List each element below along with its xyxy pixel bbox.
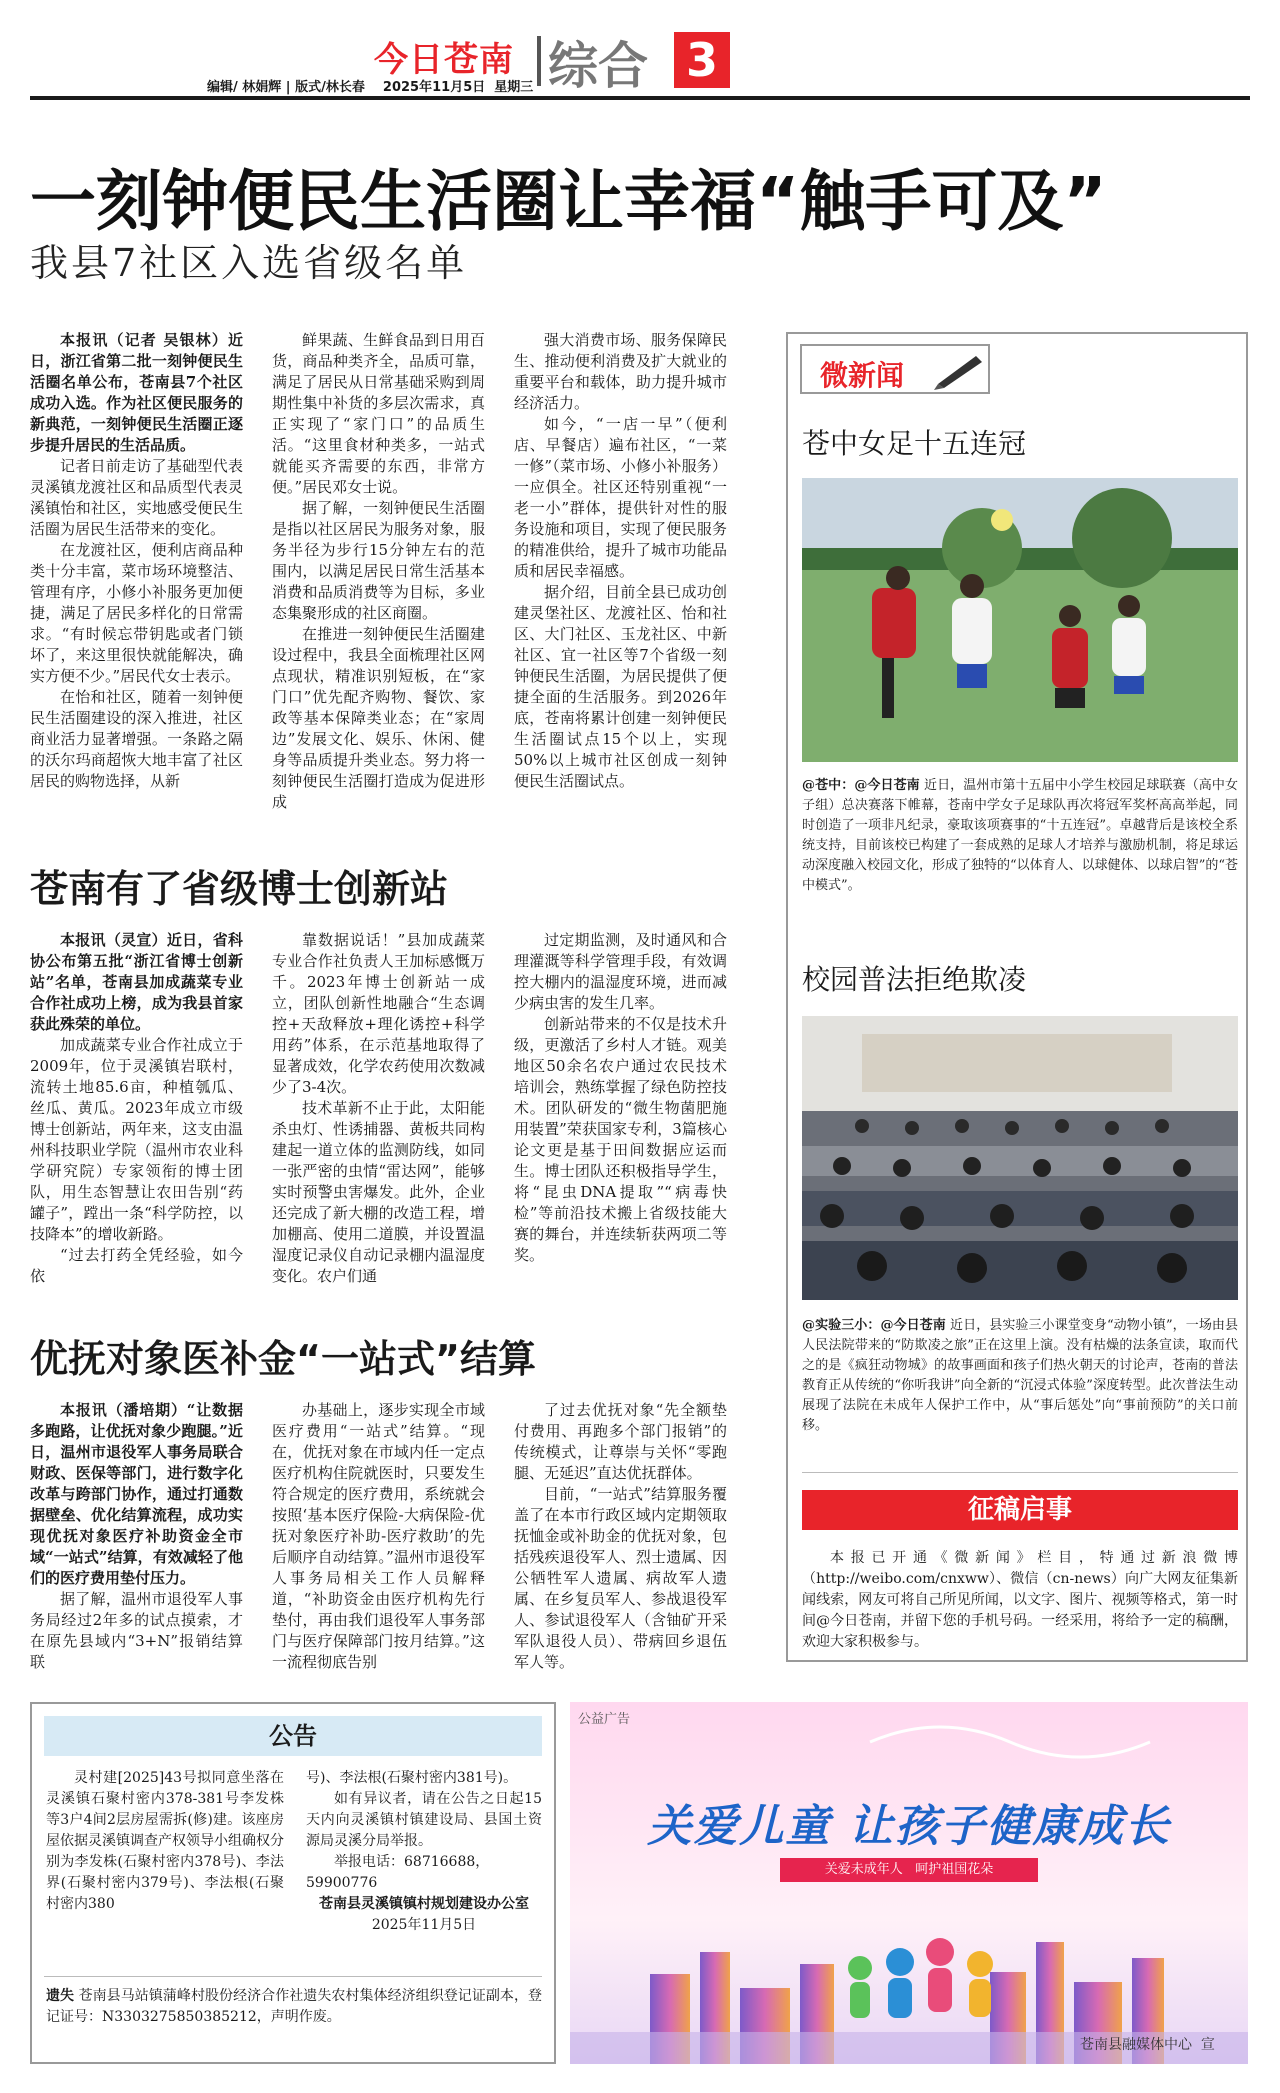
headline-2: 苍南有了省级博士创新站 [30, 867, 449, 911]
news-1-account: @今日苍南 [854, 778, 920, 793]
notice-date: 2025年11月5日 [371, 1917, 477, 1933]
news-1-title: 苍中女足十五连冠 [802, 427, 1027, 460]
article-3-col-1: 本报讯（潘培期）“让数据多跑路，让优抚对象少跑腿。”近日，温州市退役军人事务局联合财政、医保等部门，进行数字化改革与跨部门协作，通过打通数据壁垒、优化结算流程，成功实现优抚对象医疗补助资金全市域“一站式”结算，有效减轻了他们的医疗费用垫付压力。 据了解，温州市退役军人事务局经过2年多的试点摸索，才在原先县域内“3+N”报销结算联 [30, 1401, 243, 1671]
public-service-ad [570, 1702, 1248, 2064]
call-for-contributions-title: 征稿启事 [802, 1490, 1238, 1530]
article-1-col-2: 鲜果蔬、生鲜食品到日用百货，商品种类齐全，品质可靠，满足了居民从日常基础采购到周期性集中补货的多层次需求，真正实现了“家门口”的品质生活。“这里食材种类多，一站式就能买齐需要的东西，非常方便。”居民邓女士说。 据了解，一刻钟便民生活圈是指以社区居民为服务对象，服务半径为步行15分钟左右的范围内，以满足居民日常生活基本消费和品质消费等为目标，多业态集聚形成的社区商圈。 在推进一刻钟便民生活圈建设过程中，我县全面梳理社区网点现状，精准识别短板，在“家门口”优先配齐购物、餐饮、家政等基本保障类业态；在“家周边”发展文化、娱乐、休闲、健身等品质提升类业态。努力将一刻钟便民生活圈打造成为促进形成 [272, 331, 485, 811]
masthead-divider [537, 36, 541, 86]
news-2-title: 校园普法拒绝欺凌 [802, 963, 1027, 996]
weixinwen-label-box [800, 344, 990, 394]
news-1-source: @苍中： [802, 778, 855, 793]
notice-left-col: 灵村建[2025]43号拟同意坐落在灵溪镇石聚村密内378-381号李发株等3户4间2层房屋需拆(修)建。该座房屋依据灵溪镇调查产权领导小组确权分别为李发株(石聚村密内378号)、李法界(石聚村密内379号)、李法根(石聚村密内380 [46, 1770, 284, 1912]
news-2-source: @实验三小： [802, 1318, 881, 1333]
notice-objection: 如有异议者，请在公告之日起15天内向灵溪镇村镇建设局、县国土资源局灵溪分局举报。 [306, 1791, 542, 1849]
article-2-col-3: 过定期监测，及时通风和合理灌溉等科学管理手段，有效调控大棚内的温湿度环境，进而减少病虫害的发生几率。 创新站带来的不仅是技术升级，更激活了乡村人才链。观美地区50余名农户通过农民技术培训会，熟练掌握了绿色防控技术。团队研发的“微生物菌肥施用装置”荣获国家专利，3篇核心论文更是基于田间数据应运而生。博士团队还积极指导学生，将“昆虫DNA提取”“病毒快检”等前沿技术搬上省级技能大赛的舞台，并连续斩获两项二等奖。 [514, 931, 727, 1264]
lost-notice-text: 苍南县马站镇蒲峰村股份经济合作社遗失农村集体经济组织登记证副本，登记证号：N3303275850385212，声明作废。 [46, 1988, 543, 2025]
notice-org: 苍南县灵溪镇镇村规划建设办公室 [319, 1896, 529, 1912]
page-number: 3 [674, 32, 730, 88]
news-2-caption [802, 1316, 1238, 1436]
ad-slogan: 关爱儿童 让孩子健康成长 [647, 1801, 1171, 1852]
headline-3: 优抚对象医补金“一站式”结算 [30, 1337, 536, 1381]
news-1-photo [802, 478, 1238, 762]
masthead-rule [30, 96, 1250, 100]
article-2-col-1: 本报讯（灵宣）近日，省科协公布第五批“浙江省博士创新站”名单，苍南县加成蔬菜专业合作社成功上榜，成为我县首家获此殊荣的单位。 加成蔬菜专业合作社成立于2009年，位于灵溪镇岩联村，流转土地85.6亩，种植瓠瓜、丝瓜、黄瓜。2023年成立市级博士创新站，两年来，这支由温州科技职业学院（温州市农业科学研究院）专家领衔的博士团队，用生态智慧让农田告别“药罐子”，蹚出一条“科学防控，以技降本”的增收新路。 “过去打药全凭经验，如今依 [30, 931, 243, 1285]
notice-right-col [306, 1768, 542, 1936]
pen-icon [932, 350, 986, 390]
news-1-text: 近日，温州市第十五届中小学生校园足球联赛（高中女子组）总决赛落下帷幕，苍南中学女子足球队再次将冠军奖杯高高举起，同时创造了一项非凡纪录，豪取该项赛事的“十五连冠”。卓越背后是该校全系统支持，目前该校已构建了一套成熟的足球人才培养与激励机制，将足球运动深度融入校园文化，形成了独特的“以体育人、以球健体、以球启智”的“苍中模式”。 [802, 778, 1238, 893]
lost-notice [46, 1986, 542, 2028]
notice-phone: 举报电话：68716688，59900776 [306, 1854, 490, 1891]
notice-title: 公告 [44, 1716, 542, 1756]
subheadline-1: 我县7社区入选省级名单 [30, 241, 468, 285]
article-1-col-3: 强大消费市场、服务保障民生、推动便利消费及扩大就业的重要平台和载体，助力提升城市经济活力。 如今，“一店一早”（便利店、早餐店）遍布社区，“一菜一修”（菜市场、小修小补服务）一应俱全。社区还特别重视“一老一小”群体，提供针对性的服务设施和项目，实现了便民服务的精准供给，提升了城市功能品质和居民幸福感。 据介绍，目前全县已成功创建灵堡社区、龙渡社区、怡和社区、大门社区、玉龙社区、中新社区、宜一社区等7个省级一刻钟便民生活圈，为居民提供了便捷全面的生活服务。到2026年底，苍南将累计创建一刻钟便民生活圈试点15个以上，实现50%以上城市社区创成一刻钟便民生活圈试点。 [514, 331, 727, 790]
ad-tag: 公益广告 [578, 1712, 631, 1727]
paper-name: 今日苍南 [374, 40, 514, 80]
news-1-caption [802, 776, 1238, 896]
article-3-col-2: 办基础上，逐步实现全市域医疗费用“一站式”结算。“现在，优抚对象在市域内任一定点医疗机构住院就医时，只要发生符合规定的医疗费用，系统就会按照‘基本医疗保险-大病保险-优抚对象医疗补助-医疗救助’的先后顺序自动结算。”温州市退役军人事务局相关工作人员解释道，“补助资金由医疗机构先行垫付，再由我们退役军人事务部门与医疗保障部门按月结算。”这一流程彻底告别 [272, 1401, 485, 1671]
call-divider [802, 1472, 1238, 1473]
notice-right-text: 号)、李法根(石聚村密内381号)。 [306, 1770, 518, 1786]
news-2-text: 近日，县实验三小课堂变身“动物小镇”，一场由县人民法院带来的“防欺凌之旅”正在这里上演。没有枯燥的法条宣读，取而代之的是《疯狂动物城》的故事画面和孩子们热火朝天的讨论声，苍南的普法教育正从传统的“你听我讲”向全新的“沉浸式体验”深度转型。此次普法生动展现了法院在未成年人保护工作中，从“事后惩处”向“事前预防”的关口前移。 [802, 1318, 1238, 1433]
ad-credit: 苍南县融媒体中心 宣 [1080, 2037, 1215, 2053]
headline-1: 一刻钟便民生活圈让幸福“触手可及” [30, 163, 1107, 240]
masthead-meta: 编辑/ 林娟辉 | 版式/林长春 2025年11月5日 星期三 [207, 80, 534, 95]
news-2-account: @今日苍南 [880, 1318, 946, 1333]
section-name: 综合 [548, 37, 648, 95]
ad-ribbon: 关爱未成年人 呵护祖国花朵 [780, 1858, 1038, 1882]
call-for-contributions-text: 本报已开通《微新闻》栏目，特通过新浪微博（http://weibo.com/cnxww）、微信（cn-news）向广大网友征集新闻线索，网友可将自己所见所闻，以文字、图片、视频等格式，第一时间@今日苍南，并留下您的手机号码。一经采用，将给予一定的稿酬，欢迎大家积极参与。 [802, 1550, 1238, 1650]
article-1-col-1: 本报讯（记者 吴银林）近日，浙江省第二批一刻钟便民生活圈名单公布，苍南县7个社区成功入选。作为社区便民服务的新典范，一刻钟便民生活圈正逐步提升居民的生活品质。 记者日前走访了基础型代表灵溪镇龙渡社区和品质型代表灵溪镇怡和社区，实地感受便民生活圈为居民生活带来的变化。 在龙渡社区，便利店商品种类十分丰富，菜市场环境整洁、管理有序，小修小补服务更加便捷，满足了居民多样化的日常需求。“有时候忘带钥匙或者门锁坏了，来这里很快就能解决，确实方便不少。”居民代女士表示。 在怡和社区，随着一刻钟便民生活圈建设的深入推进，社区商业活力显著增强。一条路之隔的沃尔玛商超恢大地丰富了社区居民的购物选择，从新 [30, 331, 243, 790]
article-3-col-3: 了过去优抚对象“先全额垫付费用、再跑多个部门报销”的传统模式，让尊崇与关怀“零跑腿、无延迟”直达优抚群体。 目前，“一站式”结算服务覆盖了在本市行政区域内定期领取抚恤金或补助金的优抚对象，包括残疾退役军人、烈士遗属、因公牺牲军人遗属、病故军人遗属、在乡复员军人、参战退役军人、参试退役军人（含铀矿开采军队退役人员）、带病回乡退伍军人等。 [514, 1401, 727, 1671]
news-2-photo [802, 1016, 1238, 1300]
article-2-col-2: 靠数据说话！”县加成蔬菜专业合作社负责人王加标感慨万千。2023年博士创新站一成立，团队创新性地融合“生态调控+天敌释放+理化诱控+科学用药”体系，在示范基地取得了显著成效，化学农药使用次数减少了3-4次。 技术革新不止于此，太阳能杀虫灯、性诱捕器、黄板共同构建起一道立体的监测防线，如同一张严密的虫情“雷达网”，能够实时预警虫害爆发。此外，企业还完成了新大棚的改造工程，增加棚高、使用二道膜，并设置温湿度记录仪自动记录棚内温湿度变化。农户们通 [272, 931, 485, 1285]
weixinwen-label: 微新闻 [820, 359, 905, 392]
notice-divider [44, 1976, 542, 1977]
lost-notice-label: 遗失 [46, 1988, 75, 2004]
